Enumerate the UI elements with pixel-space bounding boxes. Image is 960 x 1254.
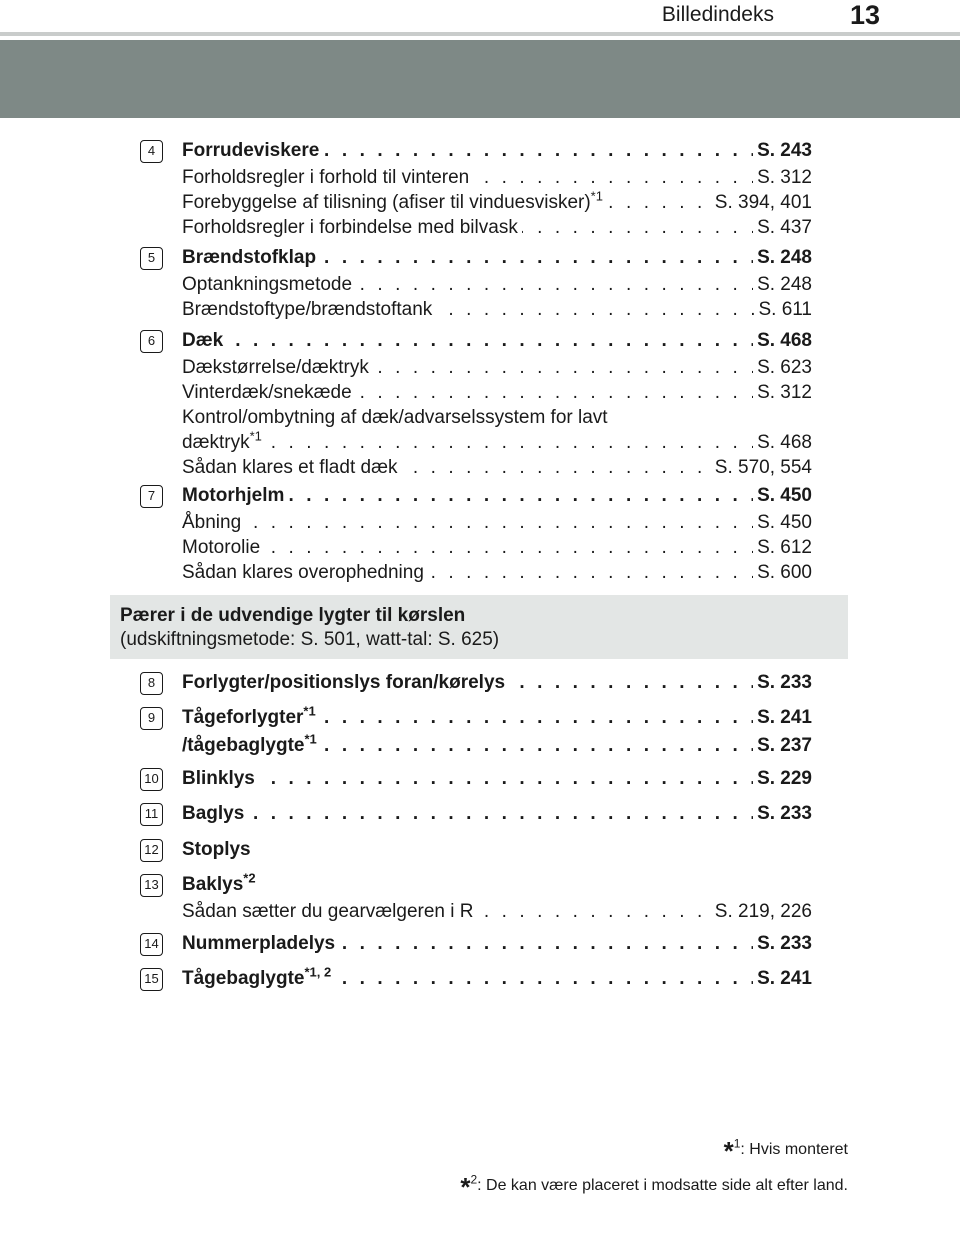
page-reference: S. 450	[753, 482, 812, 510]
entry-label-text: /tågebaglygte	[182, 735, 305, 756]
index-subentry	[182, 272, 812, 297]
footnote-star: *	[723, 1136, 734, 1166]
entry-label	[182, 901, 478, 922]
page-reference: S. 248	[753, 244, 812, 272]
entry-label-text: Optankningsmetode	[182, 274, 353, 295]
index-subentry	[182, 297, 812, 322]
entry-label	[182, 485, 288, 506]
entry-label-text: Motorhjelm	[182, 485, 285, 506]
entry-label-text: Vinterdæk/snekæde	[182, 382, 352, 403]
index-subentry	[182, 165, 812, 190]
callout-number-badge: 5	[140, 247, 163, 270]
entry-label-text: Kontrol/ombytning af dæk/advarselssystem for lavt	[182, 407, 608, 428]
footnote-number: 2	[470, 1172, 478, 1187]
index-group	[140, 800, 812, 828]
page-reference: S. 237	[753, 732, 812, 760]
index-entry	[182, 800, 812, 828]
page-reference: S. 468	[753, 327, 812, 355]
index-entry	[182, 836, 812, 864]
page-reference: S. 233	[753, 800, 812, 828]
section-title: Billedindeks	[661, 3, 774, 26]
entry-label	[182, 933, 339, 954]
page-reference: S. 600	[753, 560, 812, 585]
entry-label	[182, 768, 259, 789]
entry-label-text: Brændstoftype/brændstoftank	[182, 299, 433, 320]
index-group	[140, 965, 812, 993]
entry-label	[182, 192, 607, 213]
footnote-text: : Hvis monteret	[740, 1141, 848, 1158]
dot-leader	[182, 510, 812, 535]
entry-label	[182, 274, 356, 295]
page-reference: S. 243	[753, 137, 812, 165]
index-group	[140, 836, 812, 864]
index-subentry	[182, 560, 812, 585]
callout-number-badge: 14	[140, 933, 163, 956]
dot-leader	[182, 765, 812, 793]
entry-label	[182, 803, 248, 824]
entry-label	[182, 704, 320, 728]
entry-label	[182, 457, 401, 478]
index-group	[140, 327, 812, 480]
index-group	[140, 244, 812, 322]
page-reference: S. 241	[753, 965, 812, 993]
header-divider	[0, 32, 960, 36]
entry-label-text: Tågebaglygte	[182, 968, 305, 989]
index-entry	[182, 704, 812, 732]
callout-number-badge: 7	[140, 485, 163, 508]
dot-leader	[182, 430, 812, 455]
entry-label-text: Sådan klares overophedning	[182, 562, 424, 583]
footnote-marker: *1, 2	[304, 965, 332, 980]
callout-number-badge: 13	[140, 874, 163, 897]
index-group	[140, 871, 812, 924]
entry-label	[182, 871, 260, 895]
index-subentry	[182, 405, 812, 430]
entry-label	[182, 407, 612, 428]
lights-box-title: Pærer i de udvendige lygter til kørslen	[120, 605, 466, 626]
footnote-star: *	[460, 1172, 471, 1202]
page-reference: S. 233	[753, 930, 812, 958]
callout-number-badge: 9	[140, 707, 163, 730]
page-number: 13	[849, 0, 880, 30]
lights-info-box	[110, 595, 848, 659]
callout-number-badge: 4	[140, 140, 163, 163]
callout-number-badge: 8	[140, 672, 163, 695]
entry-label-text: Brændstofklap	[182, 247, 317, 268]
entry-label-text: Forlygter/positionslys foran/kørelys	[182, 672, 506, 693]
page-reference: S. 623	[753, 355, 812, 380]
footnote-1	[724, 1136, 848, 1167]
index-entry	[182, 669, 812, 697]
footnote-2	[460, 1172, 848, 1203]
entry-label	[182, 732, 321, 756]
callout-number-badge: 6	[140, 330, 163, 353]
page-reference: S. 394, 401	[711, 190, 812, 215]
entry-label-text: Forebyggelse af tilisning (afiser til vinduesvisker)	[182, 192, 591, 213]
footnote-marker: *1	[590, 190, 603, 204]
entry-label	[182, 217, 522, 238]
footnote-marker: *1	[304, 732, 317, 747]
page-reference: S. 229	[753, 765, 812, 793]
page-reference: S. 611	[754, 297, 812, 322]
page-reference: S. 248	[753, 272, 812, 297]
footnote-marker: *1	[249, 430, 262, 444]
index-subentry	[182, 510, 812, 535]
entry-label	[182, 140, 323, 161]
dot-leader	[182, 327, 812, 355]
entry-label-text: Åbning	[182, 512, 242, 533]
footnote-text: : De kan være placeret i modsatte side alt efter land.	[477, 1177, 848, 1194]
page-reference: S. 450	[753, 510, 812, 535]
index-group	[140, 765, 812, 793]
page-reference: S. 612	[753, 535, 812, 560]
page-reference: S. 437	[753, 215, 812, 240]
callout-number-badge: 11	[140, 803, 163, 826]
page-reference: S. 241	[753, 704, 812, 732]
entry-label	[182, 432, 266, 453]
entry-label	[182, 562, 428, 583]
footnote-marker: *1	[303, 704, 316, 719]
index-entry	[182, 871, 812, 899]
page-reference: S. 233	[753, 669, 812, 697]
dot-leader	[182, 535, 812, 560]
header-band	[0, 40, 960, 118]
callout-number-badge: 10	[140, 768, 163, 791]
entry-label	[182, 382, 356, 403]
index-group	[140, 482, 812, 585]
index-subentry	[182, 430, 812, 455]
index-entry	[182, 137, 812, 165]
entry-label-text: Baglys	[182, 803, 245, 824]
entry-label	[182, 839, 255, 860]
index-entry	[182, 244, 812, 272]
entry-label-text: Forrudeviskere	[182, 140, 320, 161]
footnote-marker: *2	[243, 871, 256, 886]
entry-label-text: Stoplys	[182, 839, 251, 860]
entry-label-text: Blinklys	[182, 768, 255, 789]
callout-number-badge: 15	[140, 968, 163, 991]
entry-label	[182, 330, 227, 351]
entry-label-text: Tågeforlygter	[182, 707, 304, 728]
index-subentry	[182, 355, 812, 380]
index-entry	[182, 732, 812, 760]
page-reference: S. 312	[753, 380, 812, 405]
entry-label	[182, 299, 436, 320]
page-reference: S. 468	[753, 430, 812, 455]
entry-label-text: Sådan klares et fladt dæk	[182, 457, 398, 478]
entry-label	[182, 247, 320, 268]
entry-label-text: Baklys	[182, 874, 244, 895]
entry-label-text: Dæk	[182, 330, 224, 351]
entry-label-text: dæktryk	[182, 432, 250, 453]
index-subentry	[182, 899, 812, 924]
dot-leader	[182, 800, 812, 828]
entry-label-text: Forholdsregler i forhold til vinteren	[182, 167, 470, 188]
callout-number-badge: 12	[140, 839, 163, 862]
page-reference: S. 312	[753, 165, 812, 190]
footnote-number: 1	[733, 1136, 741, 1151]
page-reference: S. 570, 554	[711, 455, 812, 480]
lights-box-subtitle: (udskiftningsmetode: S. 501, watt-tal: S. 625)	[120, 629, 500, 650]
entry-label	[182, 537, 264, 558]
index-entry	[182, 965, 812, 993]
entry-label-text: Nummerpladelys	[182, 933, 336, 954]
page-reference: S. 219, 226	[711, 899, 812, 924]
entry-label-text: Dækstørrelse/dæktryk	[182, 357, 369, 378]
index-entry	[182, 482, 812, 510]
index-group	[140, 137, 812, 240]
entry-label-text: Sådan sætter du gearvælgeren i R	[182, 901, 474, 922]
entry-label	[182, 672, 509, 693]
index-subentry	[182, 190, 812, 215]
index-subentry	[182, 535, 812, 560]
index-subentry	[182, 455, 812, 480]
index-group	[140, 930, 812, 958]
index-subentry	[182, 380, 812, 405]
page-header	[0, 0, 960, 34]
index-group	[140, 669, 812, 697]
entry-label	[182, 357, 373, 378]
index-entry	[182, 327, 812, 355]
index-subentry	[182, 215, 812, 240]
entry-label	[182, 512, 245, 533]
index-entry	[182, 765, 812, 793]
index-group	[140, 704, 812, 760]
entry-label-text: Forholdsregler i forbindelse med bilvask	[182, 217, 518, 238]
entry-label	[182, 965, 335, 989]
entry-label	[182, 167, 473, 188]
index-entry	[182, 930, 812, 958]
entry-label-text: Motorolie	[182, 537, 261, 558]
